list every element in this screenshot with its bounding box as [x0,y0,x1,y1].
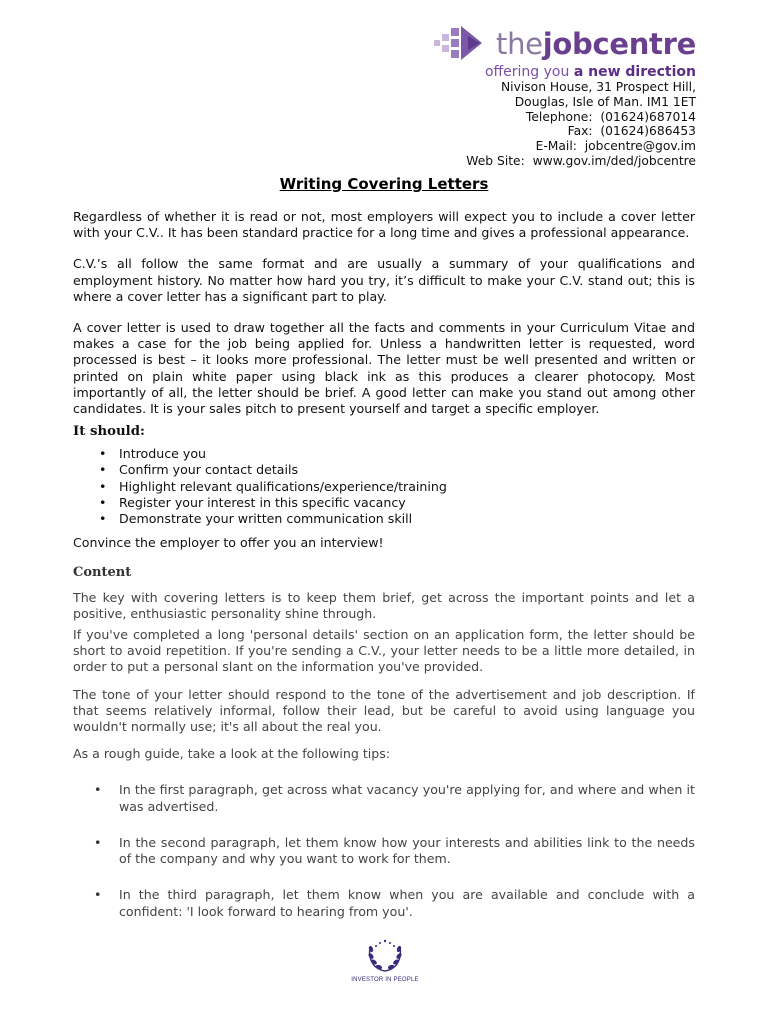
laurel-wreath-icon [363,935,407,975]
fax: Fax: (01624)686453 [567,124,696,139]
list-item: • In the second paragraph, let them know how your interests and abilities link to the needs of the company and why you want to work for them. [94,835,695,867]
list-item: • Highlight relevant qualifications/experience/training [99,479,695,495]
investor-in-people-badge [345,935,425,983]
tagline: offering you a new direction [484,64,696,80]
brand-wordmark: thejobcentre [496,27,696,61]
logo [276,24,696,64]
list-item: • Demonstrate your written communication skill [99,511,695,527]
letterhead [276,24,696,169]
list-item: • In the first paragraph, get across what vacancy you're applying for, and where and when it was advertised. [94,782,695,814]
it-should-heading: It should: [73,424,145,440]
website: Web Site: www.gov.im/ded/jobcentre [466,153,696,168]
address-line-1: Nivison House, 31 Prospect Hill, [500,80,696,94]
content-heading: Content [73,565,132,581]
content-paragraph: The key with covering letters is to keep them brief, get across the important points and let a positive, enthusiastic personality shine through. [73,589,695,621]
intro-paragraph: A cover letter is used to draw together all the facts and comments in your Curriculum Vitae and makes a case for the job being applied for. Unless a handwritten letter is requested, word processed is best – it looks more professional. The letter must be well presented and written or printed on plain white paper using black ink as this produces a clearer photocopy. Most importantly of all, the letter should be brief. A good letter can make you stand out among other candidates. It is your sales pitch to present yourself and target a specific employer. [73,320,695,417]
intro-paragraph: C.V.’s all follow the same format and are usually a summary of your qualifications and employment history. No matter how hard you try, it’s difficult to make your C.V. stand out; this is where a cover letter has a significant part to play. [73,256,695,304]
page-title: Writing Covering Letters [279,175,489,193]
list-item: • Register your interest in this specific vacancy [99,495,695,511]
content-paragraph: The tone of your letter should respond to the tone of the advertisement and job description. If that seems relatively informal, follow their lead, but be careful to avoid using language you wouldn't normally use; it's all about the real you. [73,686,695,735]
content-paragraph: If you've completed a long 'personal details' section on an application form, the letter should be short to avoid repetition. If you're sending a C.V., your letter needs to be a little more detailed, in order to put a personal slant on the information you've provided. [73,627,695,675]
content-paragraph: As a rough guide, take a look at the following tips: [73,746,391,762]
badge-label: INVESTOR IN PEOPLE [351,977,419,983]
list-item: • In the third paragraph, let them know when you are available and conclude with a confident: 'I look forward to hearing from you'. [94,887,695,919]
email: E-Mail: jobcentre@gov.im [535,139,696,154]
telephone: Telephone: (01624)687014 [525,109,696,124]
address-line-2: Douglas, Isle of Man. IM1 1ET [514,94,696,109]
list-item: • Introduce you [99,446,695,462]
jobcentre-arrow-icon [434,24,490,64]
list-item: • Confirm your contact details [99,462,695,478]
closing-line: Convince the employer to offer you an interview! [73,535,384,551]
it-should-list [73,446,695,527]
intro-paragraph: Regardless of whether it is read or not, most employers will expect you to include a cover letter with your C.V.. It has been standard practice for a long time and gives a professional appearance. [73,209,695,241]
document-body [73,209,695,940]
tips-list [73,782,695,919]
